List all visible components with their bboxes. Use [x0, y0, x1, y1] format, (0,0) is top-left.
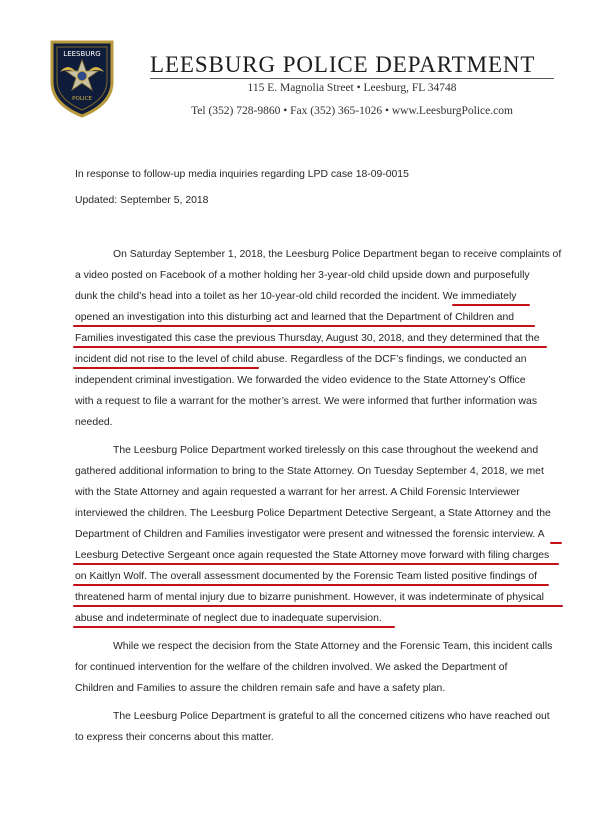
highlight-underline [73, 626, 395, 628]
highlight-underline [73, 367, 259, 369]
department-address: 115 E. Magnolia Street • Leesburg, FL 34748 [247, 82, 457, 94]
body-line: independent criminal investigation. We forwarded the video evidence to the State Attorney’s Office [75, 375, 526, 386]
body-line: dunk the child’s head into a toilet as her 10-year-old child recorded the incident. We immediately [75, 291, 517, 302]
body-line: Leesburg Detective Sergeant once again requested the State Attorney move forward with filing charges [75, 550, 550, 561]
highlight-underline [73, 325, 535, 327]
body-line: with a request to file a warrant for the mother’s arrest. We were informed that further information was [75, 396, 538, 407]
highlight-underline [73, 563, 559, 565]
body-line: gathered additional information to bring to the State Attorney. On Tuesday September 4, 2018, we met [75, 466, 544, 477]
body-line: While we respect the decision from the State Attorney and the Forensic Team, this incident calls [113, 641, 553, 652]
subject-line: In response to follow-up media inquiries regarding LPD case 18-09-0015 [75, 169, 409, 180]
body-line: threatened harm of mental injury due to bizarre punishment. However, it was indeterminate of physical [75, 592, 544, 603]
highlight-underline [452, 304, 530, 306]
letterhead-rule [150, 78, 554, 79]
body-line: needed. [75, 417, 113, 428]
badge-title: LEESBURG [63, 50, 101, 58]
body-line: On Saturday September 1, 2018, the Leesburg Police Department began to receive complaints of [113, 249, 562, 260]
body-line: Department of Children and Families investigator were present and witnessed the forensic interview. A [75, 529, 545, 540]
highlight-underline [73, 605, 563, 607]
highlight-underline [550, 542, 562, 544]
body-line: to express their concerns about this matter. [75, 732, 274, 743]
body-line: The Leesburg Police Department worked tirelessly on this case throughout the weekend and [113, 445, 539, 456]
highlight-underline [73, 346, 547, 348]
updated-date: Updated: September 5, 2018 [75, 195, 209, 206]
body-line: Children and Families to assure the children remain safe and have a safety plan. [75, 683, 446, 694]
department-contact: Tel (352) 728-9860 • Fax (352) 365-1026 • www.LeesburgPolice.com [191, 105, 513, 117]
body-line: with the State Attorney and again requested a warrant for her arrest. A Child Forensic Interviewer [75, 487, 520, 498]
body-line: incident did not rise to the level of child abuse. Regardless of the DCF’s findings, we conducted an [75, 354, 527, 365]
department-title: LEESBURG POLICE DEPARTMENT [150, 52, 536, 77]
body-line: for continued intervention for the welfare of the children involved. We asked the Department of [75, 662, 508, 673]
body-line: opened an investigation into this disturbing act and learned that the Department of Children and [75, 312, 515, 323]
body-line: abuse and indeterminate of neglect due to inadequate supervision. [75, 613, 382, 624]
highlight-underline [73, 584, 549, 586]
body-line: on Kaitlyn Wolf. The overall assessment documented by the Forensic Team listed positive findings of [75, 571, 538, 582]
body-line: The Leesburg Police Department is grateful to all the concerned citizens who have reached out [113, 711, 550, 722]
police-badge-icon [46, 38, 118, 118]
body-line: a video posted on Facebook of a mother holding her 3-year-old child upside down and purposefully [75, 270, 530, 281]
badge-subtitle: POLICE [72, 96, 92, 102]
body-line: interviewed the children. The Leesburg Police Department Detective Sergeant, a State Attorney and the [75, 508, 551, 519]
body-line: Families investigated this case the previous Thursday, August 30, 2018, and they determined that the [75, 333, 540, 344]
